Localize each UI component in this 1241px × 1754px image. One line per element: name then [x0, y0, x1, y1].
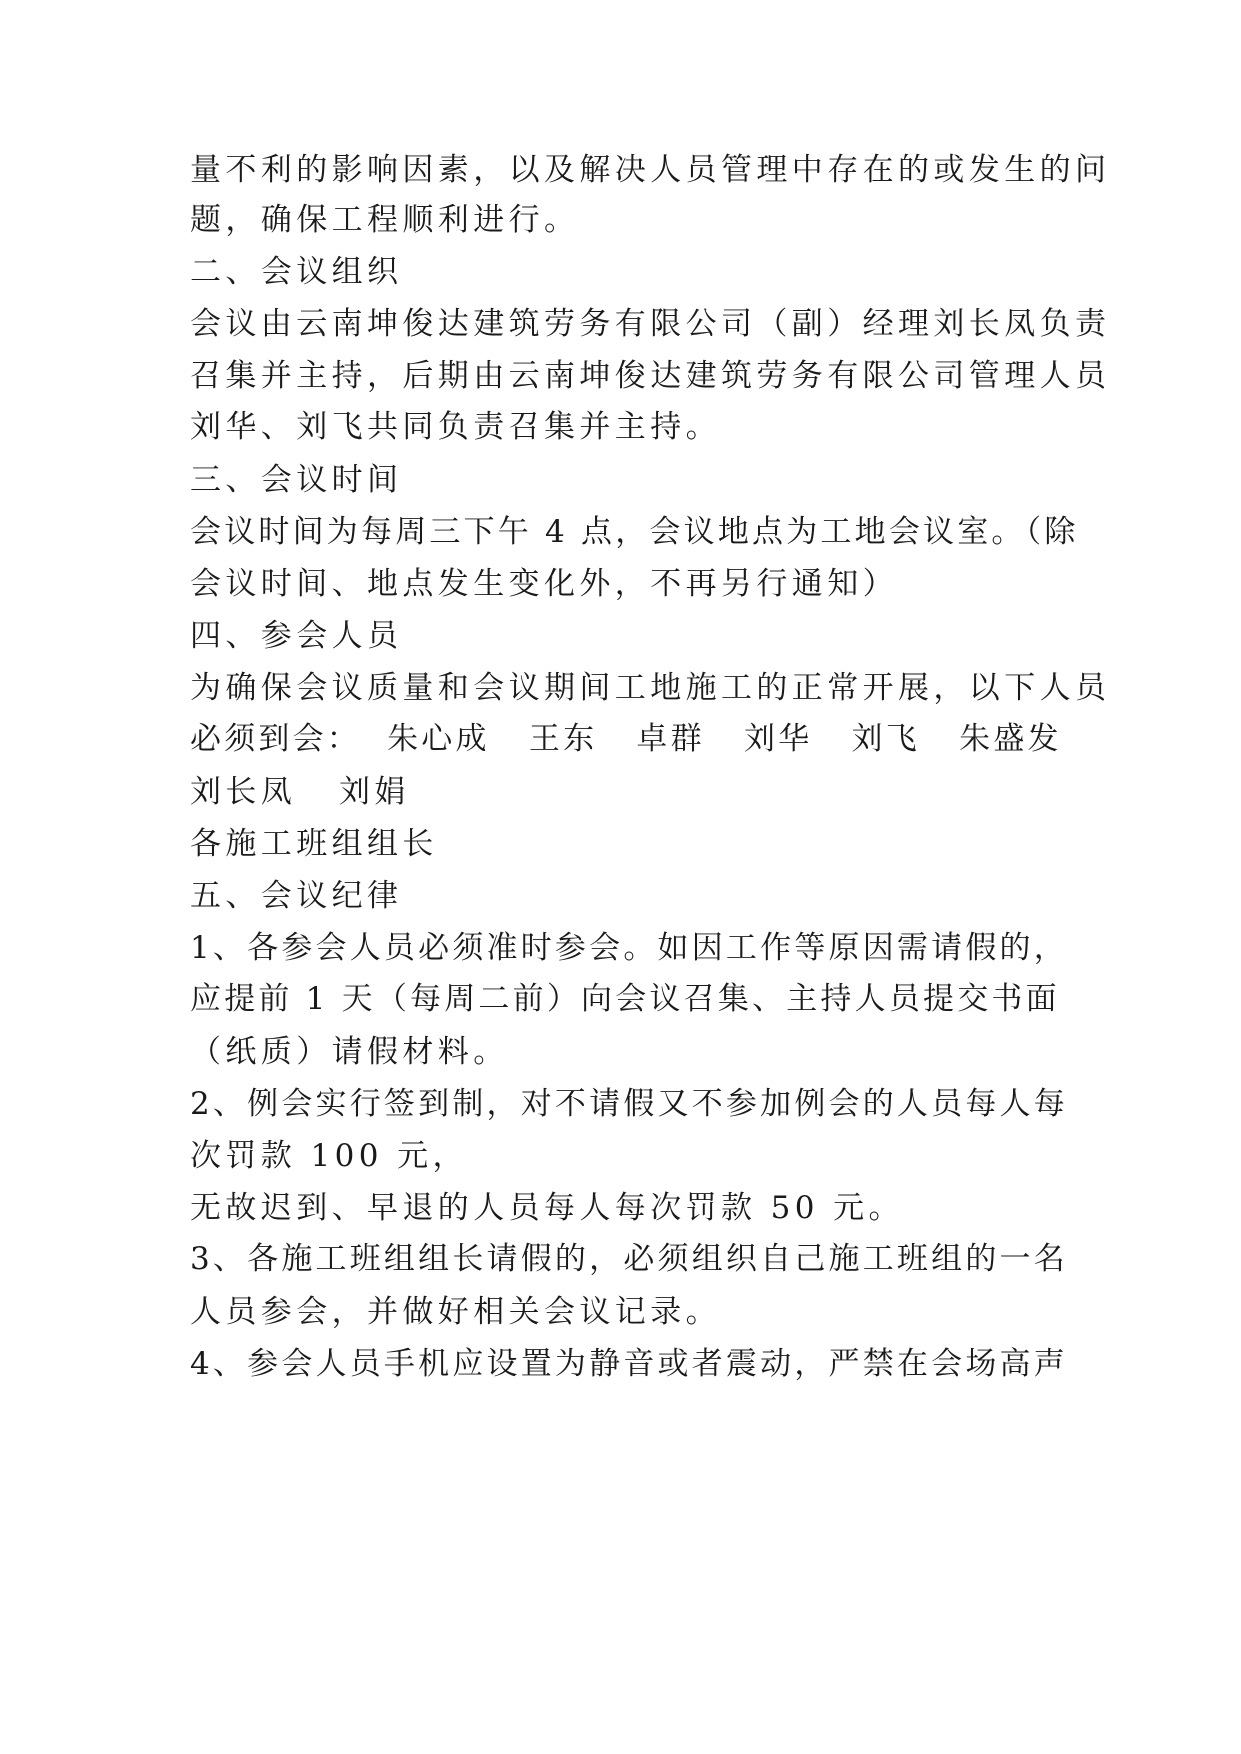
attendee-list-line: 刘长凤 刘娟 [190, 774, 410, 810]
body-line: 3、各施工班组组长请假的，必须组织自己施工班组的一名 [190, 1241, 1068, 1277]
section-heading: 四、参会人员 [190, 618, 403, 654]
body-line: 无故迟到、早退的人员每人每次罚款 50 元。 [190, 1190, 904, 1226]
body-line: 4、参会人员手机应设置为静音或者震动，严禁在会场高声 [190, 1346, 1068, 1382]
body-line: 会议时间、地点发生变化外，不再另行通知） [190, 566, 898, 602]
body-line: 会议时间为每周三下午 4 点，会议地点为工地会议室。（除 [190, 514, 1079, 550]
section-heading: 五、会议纪律 [190, 878, 403, 914]
body-line: 1、各参会人员必须准时参会。如因工作等原因需请假的， [190, 930, 1068, 966]
body-line: 会议由云南坤俊达建筑劳务有限公司（副）经理刘长凤负责 [190, 306, 1111, 342]
body-line: 2、例会实行签到制，对不请假又不参加例会的人员每人每 [190, 1086, 1068, 1122]
body-line: 召集并主持，后期由云南坤俊达建筑劳务有限公司管理人员 [190, 358, 1111, 394]
body-line: （纸质）请假材料。 [190, 1034, 509, 1070]
body-line: 次罚款 100 元， [190, 1138, 468, 1174]
body-line: 题，确保工程顺利进行。 [190, 202, 580, 238]
body-line: 应提前 1 天（每周二前）向会议召集、主持人员提交书面 [190, 981, 1060, 1017]
section-heading: 三、会议时间 [190, 462, 403, 498]
body-line: 人员参会，并做好相关会议记录。 [190, 1294, 721, 1330]
body-line: 刘华、刘飞共同负责召集并主持。 [190, 409, 721, 445]
body-line: 各施工班组组长 [190, 826, 438, 862]
attendee-list-line: 必须到会： 朱心成 王东 卓群 刘华 刘飞 朱盛发 [190, 721, 1062, 757]
body-line: 为确保会议质量和会议期间工地施工的正常开展，以下人员 [190, 670, 1111, 706]
section-heading: 二、会议组织 [190, 254, 403, 290]
body-line: 量不利的影响因素，以及解决人员管理中存在的或发生的问 [190, 152, 1111, 188]
